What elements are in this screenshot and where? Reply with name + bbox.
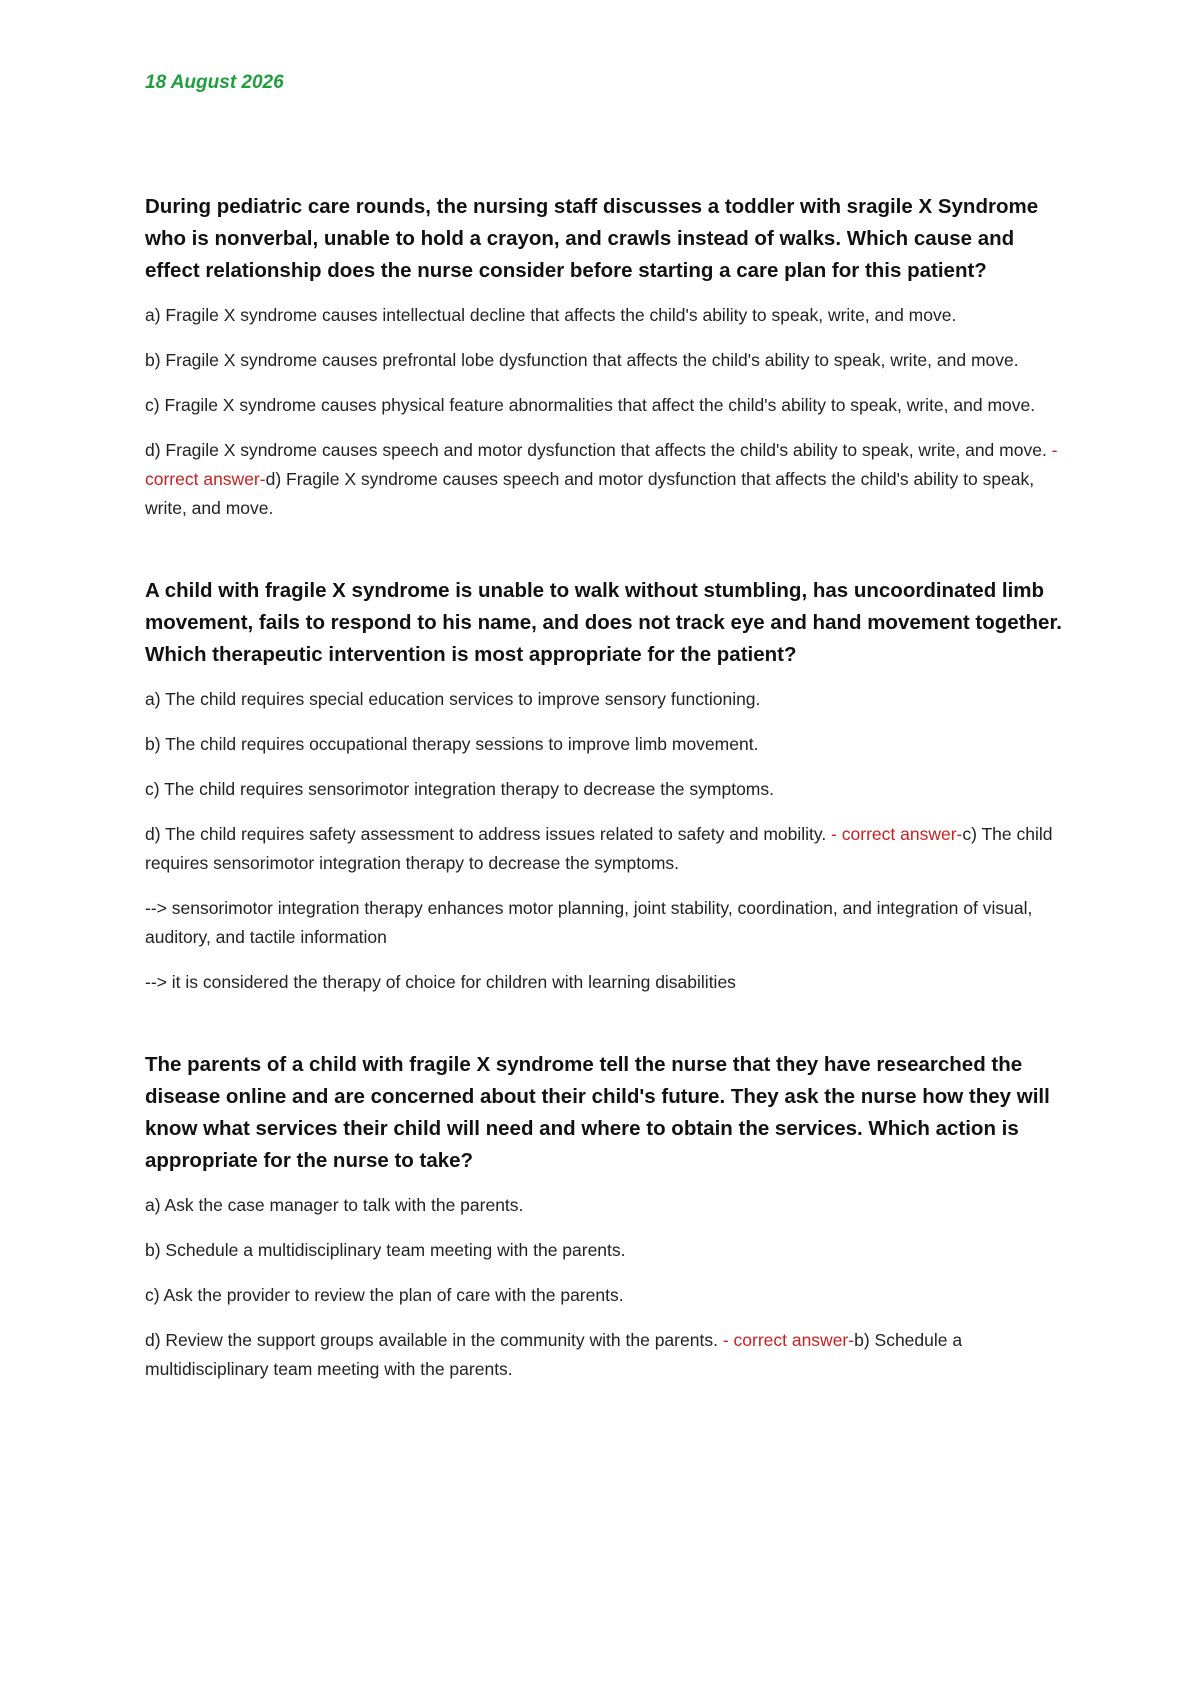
option-c: c) Ask the provider to review the plan of care with the parents. xyxy=(145,1285,624,1305)
question-text: A child with fragile X syndrome is unable to walk without stumbling, has uncoordinated limb movement, fails to respond to his name, and does not track eye and hand movement together. Which therapeutic intervention is most appropriate for the patient? xyxy=(145,579,1062,666)
option-c: c) The child requires sensorimotor integration therapy to decrease the symptoms. xyxy=(145,779,775,799)
option-d: d) Fragile X syndrome causes speech and motor dysfunction that affects the child's ability to speak, write, and move. xyxy=(145,440,1052,460)
option-d-with-answer xyxy=(145,436,1065,523)
question-text: During pediatric care rounds, the nursing staff discusses a toddler with sragile X Syndrome who is nonverbal, unable to hold a crayon, and crawls instead of walks. Which cause and effect relationship does the nurse consider before starting a care plan for this patient? xyxy=(145,195,1039,282)
correct-answer-marker: - correct answer- xyxy=(145,440,1058,489)
option-c: c) Fragile X syndrome causes physical feature abnormalities that affect the child's ability to speak, write, and move. xyxy=(145,395,1036,415)
option-a: a) Fragile X syndrome causes intellectual decline that affects the child's ability to speak, write, and move. xyxy=(145,305,957,325)
answer-text: c) The child requires sensorimotor integration therapy to decrease the symptoms. xyxy=(145,824,1053,873)
answer-text: d) Fragile X syndrome causes speech and motor dysfunction that affects the child's ability to speak, write, and move. xyxy=(145,469,1035,518)
option-b: b) Schedule a multidisciplinary team meeting with the parents. xyxy=(145,1240,626,1260)
option-d-with-answer xyxy=(145,1326,1065,1384)
document-page xyxy=(145,70,1065,1436)
rationale-note-1: --> sensorimotor integration therapy enhances motor planning, joint stability, coordination, and integration of visual, auditory, and tactile information xyxy=(145,898,1033,947)
answer-text: b) Schedule a multidisciplinary team meeting with the parents. xyxy=(145,1330,963,1379)
question-block-2 xyxy=(145,575,1065,997)
option-d: d) The child requires safety assessment to address issues related to safety and mobility. xyxy=(145,824,832,844)
document-date: 18 August 2026 xyxy=(145,72,284,93)
rationale-note-2: --> it is considered the therapy of choice for children with learning disabilities xyxy=(145,972,736,992)
question-block-1 xyxy=(145,191,1065,523)
option-d-with-answer xyxy=(145,820,1065,878)
option-a: a) The child requires special education services to improve sensory functioning. xyxy=(145,689,761,709)
option-b: b) The child requires occupational therapy sessions to improve limb movement. xyxy=(145,734,759,754)
option-b: b) Fragile X syndrome causes prefrontal lobe dysfunction that affects the child's ability to speak, write, and move. xyxy=(145,350,1019,370)
option-d: d) Review the support groups available in the community with the parents. xyxy=(145,1330,723,1350)
correct-answer-marker: - correct answer- xyxy=(722,1330,855,1350)
correct-answer-marker: - correct answer- xyxy=(831,824,963,844)
option-a: a) Ask the case manager to talk with the parents. xyxy=(145,1195,524,1215)
question-text: The parents of a child with fragile X syndrome tell the nurse that they have researched the disease online and are concerned about their child's future. They ask the nurse how they will know what services their child will need and where to obtain the services. Which action is appropriate for the nurse to take? xyxy=(145,1053,1050,1172)
question-block-3 xyxy=(145,1049,1065,1384)
